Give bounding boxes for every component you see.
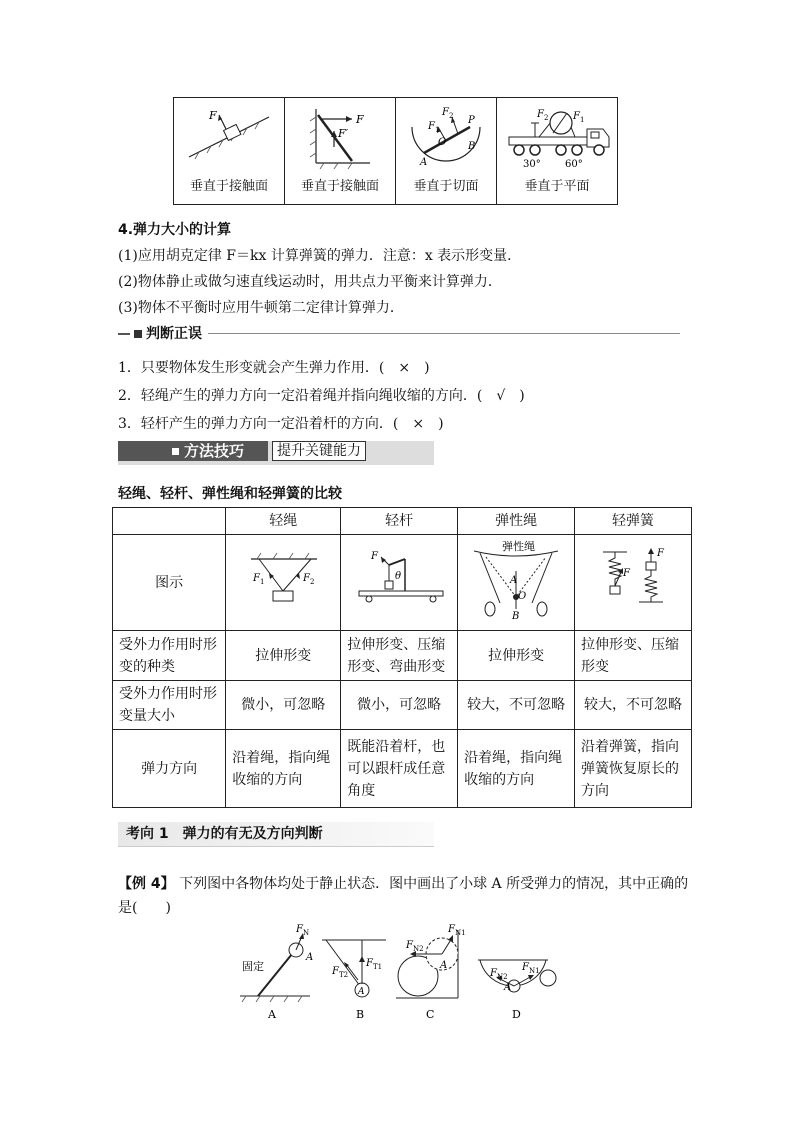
svg-text:T1: T1 [373,963,383,971]
method-banner [118,441,434,465]
section-item-2: (2)物体静止或做匀速直线运动时，用共点力平衡来计算弹力． [118,274,502,290]
svg-text:A: A [420,157,428,168]
svg-text:O: O [438,137,447,148]
rod-figure-cell [341,535,458,631]
direction-cell-4 [497,98,618,205]
banner-divider-right [208,333,680,334]
svg-text:2: 2 [544,114,549,122]
table-cell: 拉伸形变 [458,631,575,681]
table-cell: 较大，不可忽略 [575,681,692,730]
svg-text:2: 2 [449,112,454,120]
section-item-3: (3)物体不平衡时应用牛顿第二定律计算弹力． [118,300,404,316]
svg-text:B: B [512,611,520,621]
square-bullet-icon [172,448,179,455]
svg-text:A: A [306,952,314,963]
direction-label-2: 垂直于接触面 [300,179,379,194]
svg-text:F: F [371,551,379,562]
direction-cell-3 [396,98,497,205]
section-item-1: (1)应用胡克定律 F＝kx 计算弹簧的弹力．注意：x 表示形变量． [118,248,522,264]
svg-text:O: O [518,591,527,602]
elastic-figure [466,537,566,621]
elastic-figure-cell [458,535,575,631]
svg-text:F: F [442,107,449,118]
svg-text:N1: N1 [529,967,540,975]
section-heading: 4.弹力大小的计算 [118,222,232,238]
direction-label-1: 垂直于接触面 [189,179,268,194]
svg-text:F: F [209,109,217,122]
judge-item-3: 3．轻杆产生的弹力方向一定沿着杆的方向．( × ) [118,416,444,432]
svg-text:θ: θ [395,571,402,582]
compare-header: 轻弹簧 [575,508,692,535]
topic-bar [118,822,434,847]
table-cell: 拉伸形变 [226,631,341,681]
svg-text:1: 1 [435,126,440,134]
compare-header: 弹性绳 [458,508,575,535]
option-label: A [268,1008,276,1021]
option-label: C [426,1008,435,1021]
compare-header-row [113,508,692,535]
option-c-figure [396,924,466,1021]
rod-figure [349,549,449,609]
svg-text:A: A [504,982,512,993]
option-a-figure [240,924,313,1021]
example-tag: 【例 4】 [118,876,175,892]
table-cell: 微小，可忽略 [341,681,458,730]
svg-text:T2: T2 [339,971,349,979]
table-row [113,631,692,681]
table-cell: 较大，不可忽略 [458,681,575,730]
example-line-1 [118,874,688,894]
judge-item-2: 2．轻绳产生的弹力方向一定沿着绳并指向绳收缩的方向．( √ ) [118,388,525,404]
svg-text:F: F [356,113,364,126]
svg-text:F: F [573,111,580,122]
table-cell: 既能沿着杆，也可以跟杆成任意角度 [341,730,458,808]
table-cell: 沿着绳，指向绳收缩的方向 [226,730,341,808]
svg-text:F: F [366,958,373,969]
example-text: 下列图中各物体均处于静止状态．图中画出了小球 A 所受弹力的情况，其中正确的 [179,876,689,892]
svg-text:B: B [468,141,476,152]
option-d-figure [478,960,556,1021]
svg-text:F: F [623,568,630,579]
svg-text:弹性绳: 弹性绳 [502,540,536,553]
row-label: 受外力作用时形变量大小 [113,681,226,730]
judge-banner [118,324,680,344]
table-cell: 沿着绳，指向绳收缩的方向 [458,730,575,808]
direction-cell-1 [174,98,285,205]
svg-text:F: F [296,924,303,935]
judge-title: 判断正误 [146,326,202,342]
spring-figure [583,544,683,614]
table-cell: 拉伸形变、压缩形变 [575,631,692,681]
svg-text:N2: N2 [497,973,508,981]
topic-label: 考向 1 弹力的有无及方向判断 [126,826,323,842]
svg-text:A: A [358,987,365,997]
svg-text:1: 1 [580,116,585,124]
svg-text:F′: F′ [338,127,349,140]
option-label: B [356,1008,365,1021]
direction-cell-2 [285,98,396,205]
svg-text:2: 2 [310,578,315,586]
wall-rod-figure [290,105,390,169]
method-subtitle: 提升关键能力 [272,441,366,461]
table-cell: 拉伸形变、压缩形变、弯曲形变 [341,631,458,681]
svg-text:固定: 固定 [242,960,264,973]
judge-item-1: 1．只要物体发生形变就会产生弹力作用．( × ) [118,360,430,376]
truck-figure [499,107,615,171]
svg-text:F: F [448,924,455,935]
svg-text:N: N [303,929,310,937]
svg-text:F: F [332,966,339,977]
svg-text:A: A [510,575,518,586]
direction-table [173,97,618,205]
compare-table [112,507,692,808]
table-row [113,730,692,808]
svg-text:30°: 30° [523,159,541,170]
method-title: 方法技巧 [184,442,245,460]
svg-text:A: A [440,960,448,971]
svg-text:N2: N2 [413,945,424,953]
svg-text:F: F [537,109,544,120]
svg-text:F: F [522,962,529,973]
svg-text:F: F [428,121,435,132]
banner-divider-left [118,333,130,335]
rope-figure-cell [226,535,341,631]
svg-text:F: F [657,548,664,559]
compare-title: 轻绳、轻杆、弹性绳和轻弹簧的比较 [118,486,342,502]
row-label: 弹力方向 [113,730,226,808]
table-cell: 沿着弹簧，指向弹簧恢复原长的方向 [575,730,692,808]
svg-text:N1: N1 [455,929,466,937]
direction-label-4: 垂直于平面 [524,179,590,194]
svg-text:F: F [406,940,413,951]
svg-text:60°: 60° [565,159,583,170]
svg-text:F: F [490,968,497,979]
row-label: 图示 [113,535,226,631]
example-figures [236,920,566,1024]
compare-header [113,508,226,535]
option-label: D [512,1008,521,1021]
incline-figure [179,107,279,167]
spring-figure-cell [575,535,692,631]
svg-text:F: F [303,573,311,584]
table-row [113,535,692,631]
table-row [113,681,692,730]
table-cell: 微小，可忽略 [226,681,341,730]
row-label: 受外力作用时形变的种类 [113,631,226,681]
option-b-figure [322,940,386,1021]
rope-figure [233,549,333,609]
hemisphere-figure [398,105,494,169]
compare-header: 轻杆 [341,508,458,535]
svg-text:F: F [253,573,261,584]
svg-text:1: 1 [260,578,265,586]
square-bullet-icon [134,330,142,338]
direction-label-3: 垂直于切面 [413,179,479,194]
example-line-2: 是( ) [118,900,171,916]
svg-text:P: P [468,115,475,126]
compare-header: 轻绳 [226,508,341,535]
